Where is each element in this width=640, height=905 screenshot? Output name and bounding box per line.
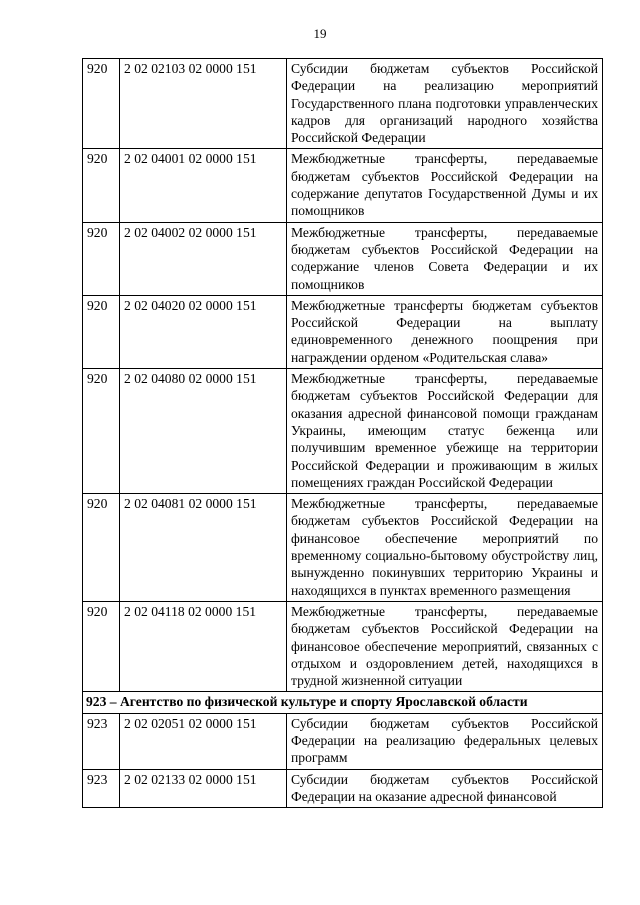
description-cell: Субсидии бюджетам субъектов Российской Федерации на реализацию федеральных целевых программ (287, 713, 603, 769)
budget-code-cell: 2 02 04001 02 0000 151 (120, 149, 287, 222)
admin-code-cell: 920 (83, 295, 120, 368)
admin-code-cell: 920 (83, 149, 120, 222)
budget-code-cell: 2 02 04080 02 0000 151 (120, 369, 287, 494)
table-row (83, 369, 603, 494)
admin-code-cell: 923 (83, 713, 120, 769)
section-header-row (83, 692, 603, 713)
description-cell: Межбюджетные трансферты, передаваемые бюджетам субъектов Российской Федерации для оказания адресной финансовой помощи гражданам Украины, имеющим статус беженца или получившим временное убежище на территории Российской Федерации и проживающим в жилых помещениях граждан Российской Федерации (287, 369, 603, 494)
budget-code-cell: 2 02 02051 02 0000 151 (120, 713, 287, 769)
admin-code-cell: 920 (83, 222, 120, 295)
budget-code-cell: 2 02 04002 02 0000 151 (120, 222, 287, 295)
budget-codes-table (82, 58, 603, 808)
table-row (83, 222, 603, 295)
budget-code-cell: 2 02 02133 02 0000 151 (120, 769, 287, 808)
page-number: 19 (313, 26, 327, 41)
table-row (83, 713, 603, 769)
table-row (83, 295, 603, 368)
description-cell: Межбюджетные трансферты, передаваемые бюджетам субъектов Российской Федерации на финансовое обеспечение мероприятий по временному социально-бытовому обустройству лиц, вынужденно покинувших территорию Украины и находящихся в пунктах временного размещения (287, 494, 603, 602)
description-cell: Субсидии бюджетам субъектов Российской Федерации на оказание адресной финансовой (287, 769, 603, 808)
description-cell: Субсидии бюджетам субъектов Российской Федерации на реализацию мероприятий Государственного плана подготовки управленческих кадров для организаций народного хозяйства Российской Федерации (287, 59, 603, 149)
admin-code-cell: 920 (83, 369, 120, 494)
admin-code-cell: 920 (83, 59, 120, 149)
description-cell: Межбюджетные трансферты, передаваемые бюджетам субъектов Российской Федерации на финансовое обеспечение мероприятий, связанных с отдыхом и оздоровлением детей, находящихся в трудной жизненной ситуации (287, 601, 603, 691)
table-row (83, 149, 603, 222)
description-cell: Межбюджетные трансферты бюджетам субъектов Российской Федерации на выплату единовременного денежного поощрения при награждении орденом «Родительская слава» (287, 295, 603, 368)
budget-code-cell: 2 02 02103 02 0000 151 (120, 59, 287, 149)
budget-code-cell: 2 02 04118 02 0000 151 (120, 601, 287, 691)
admin-code-cell: 920 (83, 494, 120, 602)
section-title: 923 – Агентство по физической культуре и спорту Ярославской области (83, 692, 603, 713)
admin-code-cell: 923 (83, 769, 120, 808)
table-row (83, 769, 603, 808)
description-cell: Межбюджетные трансферты, передаваемые бюджетам субъектов Российской Федерации на содержание депутатов Государственной Думы и их помощников (287, 149, 603, 222)
table-row (83, 494, 603, 602)
budget-code-cell: 2 02 04020 02 0000 151 (120, 295, 287, 368)
table-row (83, 601, 603, 691)
admin-code-cell: 920 (83, 601, 120, 691)
table-row (83, 59, 603, 149)
description-cell: Межбюджетные трансферты, передаваемые бюджетам субъектов Российской Федерации на содержание членов Совета Федерации и их помощников (287, 222, 603, 295)
budget-code-cell: 2 02 04081 02 0000 151 (120, 494, 287, 602)
